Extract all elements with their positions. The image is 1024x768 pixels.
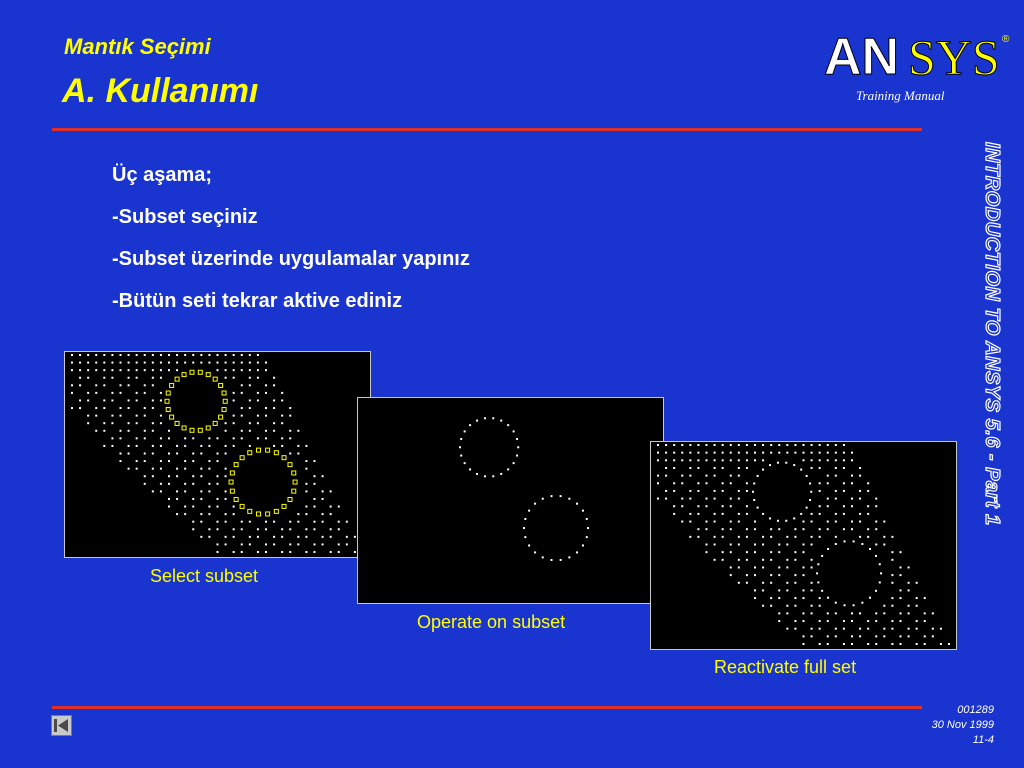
- footer-doc-id: 001289: [957, 704, 994, 716]
- bullet-list: [112, 154, 470, 322]
- panel-caption: Select subset: [150, 566, 259, 586]
- svg-text:AN: AN: [824, 28, 900, 82]
- svg-text:®: ®: [1002, 34, 1010, 45]
- panel-caption: Reactivate full set: [714, 657, 857, 677]
- bullet-item: Üç aşama;: [112, 164, 213, 186]
- back-button[interactable]: [51, 715, 72, 736]
- ansys-logo: [822, 26, 1012, 82]
- logo-caption: Training Manual: [856, 88, 945, 103]
- side-banner: [978, 140, 1022, 696]
- footer-date: 30 Nov 1999: [931, 719, 994, 731]
- svg-text:INTRODUCTION TO ANSYS 5.6 - Pa: INTRODUCTION TO ANSYS 5.6 - Part 1: [981, 142, 1003, 526]
- back-arrow-icon: [52, 716, 71, 735]
- reactivate-panel: [650, 441, 957, 650]
- svg-text:SYS: SYS: [908, 29, 1000, 82]
- bullet-item: -Subset üzerinde uygulamalar yapınız: [112, 248, 470, 270]
- page-title: Mantık Seçimi: [64, 34, 211, 59]
- bullet-item: -Subset seçiniz: [112, 206, 258, 228]
- bullet-item: -Bütün seti tekrar aktive ediniz: [112, 290, 403, 312]
- select-subset-panel: [64, 351, 371, 558]
- header-divider: [52, 128, 922, 131]
- panel-caption: Operate on subset: [417, 612, 566, 632]
- footer-page-number: 11-4: [972, 734, 994, 746]
- operate-subset-panel: [357, 397, 664, 604]
- footer-divider: [52, 706, 922, 709]
- page-subtitle: A. Kullanımı: [62, 72, 259, 110]
